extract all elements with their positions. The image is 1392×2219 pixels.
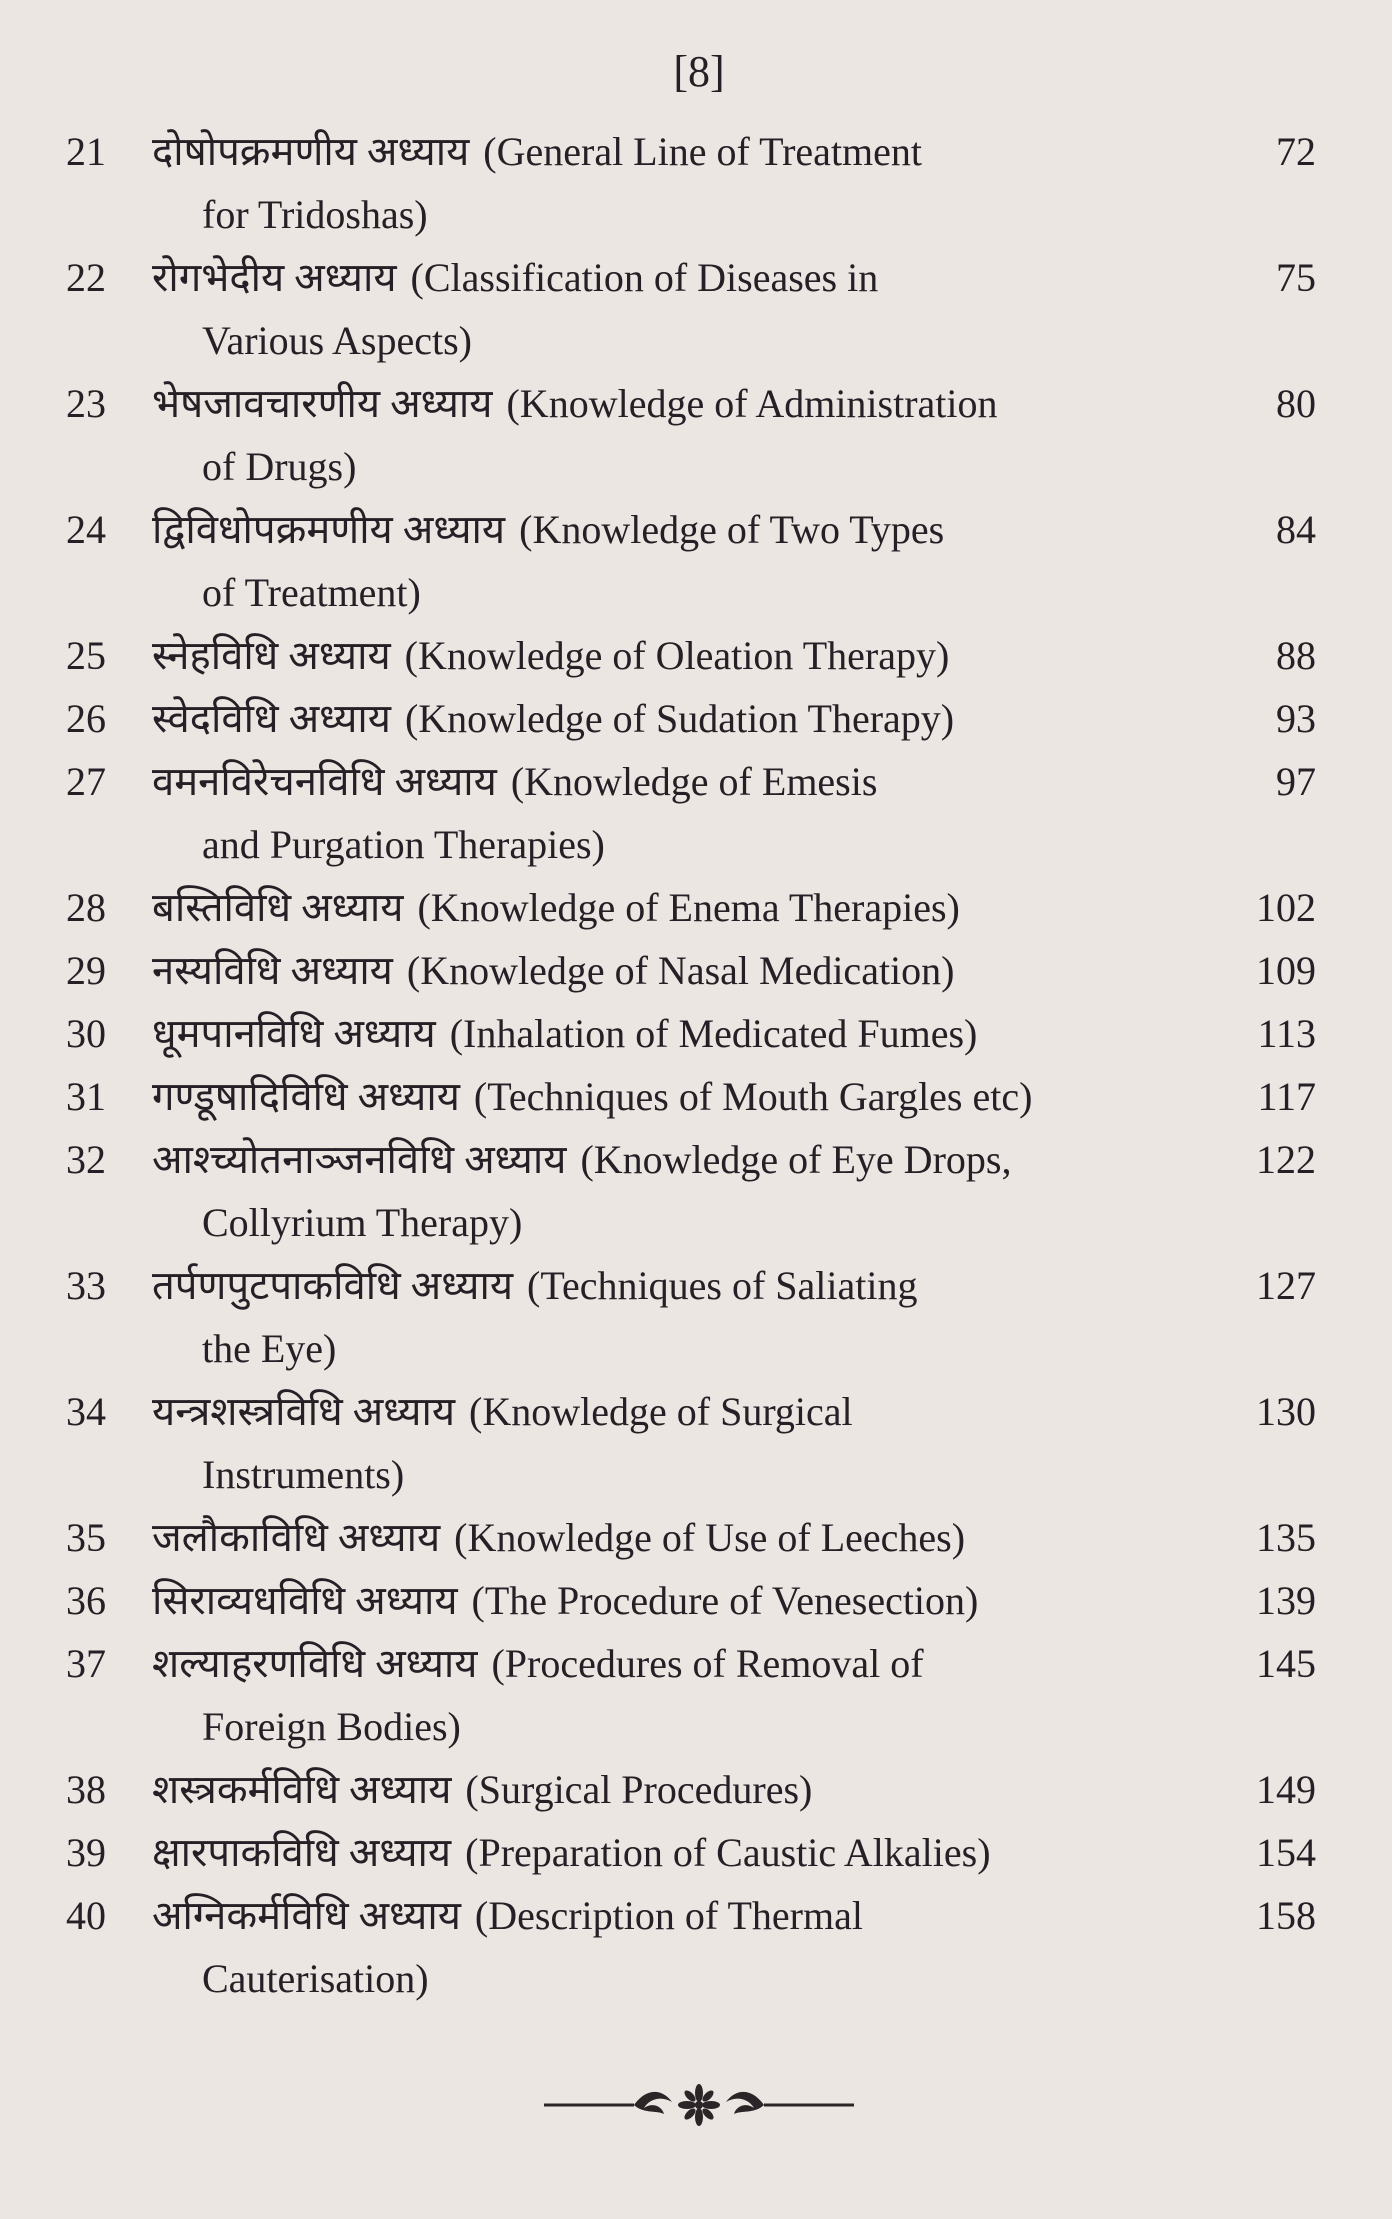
chapter-number: 32	[66, 1137, 106, 1182]
chapter-line-1	[152, 1002, 1180, 1065]
chapter-number: 31	[66, 1074, 106, 1119]
chapter-subtitle: (Knowledge of Eye Drops,	[580, 1137, 1012, 1182]
chapter-page-number: 109	[1256, 948, 1316, 993]
chapter-title-sanskrit: बस्तिविधि अध्याय	[152, 885, 404, 930]
chapter-description	[152, 624, 1196, 687]
chapter-title-sanskrit: क्षारपाकविधि अध्याय	[152, 1830, 452, 1875]
chapter-line-1	[152, 624, 1180, 687]
chapter-number: 26	[66, 696, 106, 741]
chapter-title-sanskrit: सिराव्यधविधि अध्याय	[152, 1578, 458, 1623]
toc-entry	[62, 624, 1316, 687]
chapter-description	[152, 498, 1196, 624]
chapter-subtitle: (Techniques of Saliating	[527, 1263, 918, 1308]
chapter-description	[152, 372, 1196, 498]
chapter-number: 24	[66, 507, 106, 552]
chapter-page-number: 75	[1276, 255, 1316, 300]
chapter-subtitle: (Knowledge of Emesis	[510, 759, 878, 804]
chapter-line-1	[152, 1632, 1180, 1695]
chapter-subtitle: (Knowledge of Nasal Medication)	[406, 948, 955, 993]
chapter-page-number: 102	[1256, 885, 1316, 930]
chapter-title-sanskrit: आश्च्योतनाञ्जनविधि अध्याय	[152, 1137, 567, 1182]
chapter-subtitle-continued: Collyrium Therapy)	[202, 1200, 523, 1245]
toc-entry	[62, 1884, 1316, 2010]
chapter-page-number: 122	[1256, 1137, 1316, 1182]
chapter-description	[152, 1758, 1196, 1821]
toc-entry	[62, 1254, 1316, 1380]
chapter-subtitle: (Classification of Diseases in	[410, 255, 879, 300]
chapter-subtitle: (Knowledge of Surgical	[469, 1389, 853, 1434]
toc-entry	[62, 246, 1316, 372]
chapter-number: 37	[66, 1641, 106, 1686]
chapter-number: 23	[66, 381, 106, 426]
chapter-subtitle: (Description of Thermal	[474, 1893, 863, 1938]
chapter-page-number: 130	[1256, 1389, 1316, 1434]
chapter-number: 27	[66, 759, 106, 804]
toc-entry	[62, 1380, 1316, 1506]
chapter-title-sanskrit: भेषजावचारणीय अध्याय	[152, 381, 493, 426]
chapter-title-sanskrit: गण्डूषादिविधि अध्याय	[152, 1074, 460, 1119]
chapter-title-sanskrit: तर्पणपुटपाकविधि अध्याय	[152, 1263, 514, 1308]
chapter-subtitle-continued: Various Aspects)	[202, 318, 472, 363]
toc-entry	[62, 1821, 1316, 1884]
chapter-description	[152, 120, 1196, 246]
chapter-subtitle-continued: for Tridoshas)	[202, 192, 428, 237]
chapter-title-sanskrit: रोगभेदीय अध्याय	[152, 255, 397, 300]
chapter-subtitle-continued: Instruments)	[202, 1452, 405, 1497]
toc-entry	[62, 1128, 1316, 1254]
page-number: [8]	[673, 47, 725, 96]
chapter-subtitle-continued: of Treatment)	[202, 570, 421, 615]
toc-entry	[62, 1065, 1316, 1128]
chapter-subtitle: (Knowledge of Use of Leeches)	[454, 1515, 966, 1560]
chapter-title-sanskrit: शस्त्रकर्मविधि अध्याय	[152, 1767, 452, 1812]
chapter-subtitle: (Knowledge of Enema Therapies)	[417, 885, 960, 930]
chapter-number: 21	[66, 129, 106, 174]
chapter-description	[152, 1065, 1196, 1128]
chapter-number: 39	[66, 1830, 106, 1875]
chapter-description	[152, 1002, 1196, 1065]
chapter-page-number: 127	[1256, 1263, 1316, 1308]
chapter-title-sanskrit: स्वेदविधि अध्याय	[152, 696, 391, 741]
chapter-line-1	[152, 1065, 1180, 1128]
chapter-page-number: 154	[1256, 1830, 1316, 1875]
chapter-page-number: 158	[1256, 1893, 1316, 1938]
chapter-page-number: 80	[1276, 381, 1316, 426]
table-of-contents	[62, 120, 1316, 2010]
chapter-line-1	[152, 1884, 1180, 1947]
chapter-number: 25	[66, 633, 106, 678]
chapter-subtitle-continued: and Purgation Therapies)	[202, 822, 605, 867]
chapter-number: 40	[66, 1893, 106, 1938]
chapter-subtitle: (Knowledge of Administration	[506, 381, 998, 426]
chapter-description	[152, 1569, 1196, 1632]
chapter-description	[152, 750, 1196, 876]
chapter-page-number: 145	[1256, 1641, 1316, 1686]
chapter-page-number: 113	[1257, 1011, 1316, 1056]
chapter-line-1	[152, 1254, 1180, 1317]
chapter-subtitle: (The Procedure of Venesection)	[471, 1578, 979, 1623]
chapter-page-number: 93	[1276, 696, 1316, 741]
chapter-page-number: 84	[1276, 507, 1316, 552]
chapter-subtitle: (Knowledge of Sudation Therapy)	[404, 696, 955, 741]
chapter-line-1	[152, 1758, 1180, 1821]
chapter-line-1	[152, 750, 1180, 813]
chapter-title-sanskrit: द्विविधोपक्रमणीय अध्याय	[152, 507, 506, 552]
chapter-title-sanskrit: यन्त्रशस्त्रविधि अध्याय	[152, 1389, 456, 1434]
chapter-line-1	[152, 687, 1180, 750]
chapter-description	[152, 1884, 1196, 2010]
chapter-number: 34	[66, 1389, 106, 1434]
chapter-number: 29	[66, 948, 106, 993]
toc-entry	[62, 1002, 1316, 1065]
chapter-line-1	[152, 1128, 1180, 1191]
chapter-line-1	[152, 1380, 1180, 1443]
chapter-description	[152, 687, 1196, 750]
chapter-title-sanskrit: जलौकाविधि अध्याय	[152, 1515, 441, 1560]
chapter-number: 36	[66, 1578, 106, 1623]
chapter-page-number: 135	[1256, 1515, 1316, 1560]
chapter-description	[152, 1254, 1196, 1380]
chapter-number: 35	[66, 1515, 106, 1560]
chapter-number: 33	[66, 1263, 106, 1308]
toc-entry	[62, 1632, 1316, 1758]
chapter-description	[152, 939, 1196, 1002]
chapter-description	[152, 876, 1196, 939]
chapter-description	[152, 1128, 1196, 1254]
chapter-line-1	[152, 1569, 1180, 1632]
chapter-subtitle: (Inhalation of Medicated Fumes)	[449, 1011, 978, 1056]
chapter-line-1	[152, 246, 1180, 309]
chapter-subtitle: (Knowledge of Two Types	[519, 507, 945, 552]
chapter-line-1	[152, 939, 1180, 1002]
chapter-description	[152, 1506, 1196, 1569]
toc-entry	[62, 372, 1316, 498]
chapter-subtitle: (Preparation of Caustic Alkalies)	[465, 1830, 991, 1875]
chapter-page-number: 139	[1256, 1578, 1316, 1623]
chapter-title-sanskrit: धूमपानविधि अध्याय	[152, 1011, 436, 1056]
chapter-subtitle-continued: Foreign Bodies)	[202, 1704, 461, 1749]
chapter-title-sanskrit: शल्याहरणविधि अध्याय	[152, 1641, 478, 1686]
toc-entry	[62, 1569, 1316, 1632]
chapter-title-sanskrit: दोषोपक्रमणीय अध्याय	[152, 129, 470, 174]
toc-entry	[62, 498, 1316, 624]
chapter-subtitle: (Techniques of Mouth Gargles etc)	[473, 1074, 1033, 1119]
chapter-page-number: 72	[1276, 129, 1316, 174]
chapter-line-1	[152, 1506, 1180, 1569]
chapter-subtitle: (Knowledge of Oleation Therapy)	[404, 633, 950, 678]
floral-divider-icon	[514, 2080, 864, 2130]
chapter-line-1	[152, 876, 1180, 939]
chapter-number: 30	[66, 1011, 106, 1056]
toc-entry	[62, 939, 1316, 1002]
chapter-description	[152, 246, 1196, 372]
chapter-subtitle: (Surgical Procedures)	[465, 1767, 813, 1812]
chapter-page-number: 97	[1276, 759, 1316, 804]
chapter-number: 38	[66, 1767, 106, 1812]
chapter-subtitle: (Procedures of Removal of	[491, 1641, 924, 1686]
toc-entry	[62, 1506, 1316, 1569]
chapter-line-1	[152, 498, 1180, 561]
chapter-line-1	[152, 120, 1180, 183]
chapter-title-sanskrit: नस्यविधि अध्याय	[152, 948, 393, 993]
chapter-page-number: 117	[1257, 1074, 1316, 1119]
chapter-subtitle: (General Line of Treatment	[483, 129, 923, 174]
chapter-line-1	[152, 1821, 1180, 1884]
chapter-page-number: 149	[1256, 1767, 1316, 1812]
toc-entry	[62, 876, 1316, 939]
chapter-subtitle-continued: the Eye)	[202, 1326, 337, 1371]
toc-entry	[62, 1758, 1316, 1821]
chapter-description	[152, 1380, 1196, 1506]
chapter-line-1	[152, 372, 1180, 435]
toc-entry	[62, 120, 1316, 246]
chapter-subtitle-continued: of Drugs)	[202, 444, 357, 489]
chapter-description	[152, 1632, 1196, 1758]
toc-entry	[62, 750, 1316, 876]
chapter-title-sanskrit: वमनविरेचनविधि अध्याय	[152, 759, 497, 804]
chapter-page-number: 88	[1276, 633, 1316, 678]
chapter-title-sanskrit: अग्निकर्मविधि अध्याय	[152, 1893, 461, 1938]
chapter-description	[152, 1821, 1196, 1884]
chapter-number: 28	[66, 885, 106, 930]
toc-entry	[62, 687, 1316, 750]
chapter-subtitle-continued: Cauterisation)	[202, 1956, 429, 2001]
chapter-number: 22	[66, 255, 106, 300]
chapter-title-sanskrit: स्नेहविधि अध्याय	[152, 633, 391, 678]
